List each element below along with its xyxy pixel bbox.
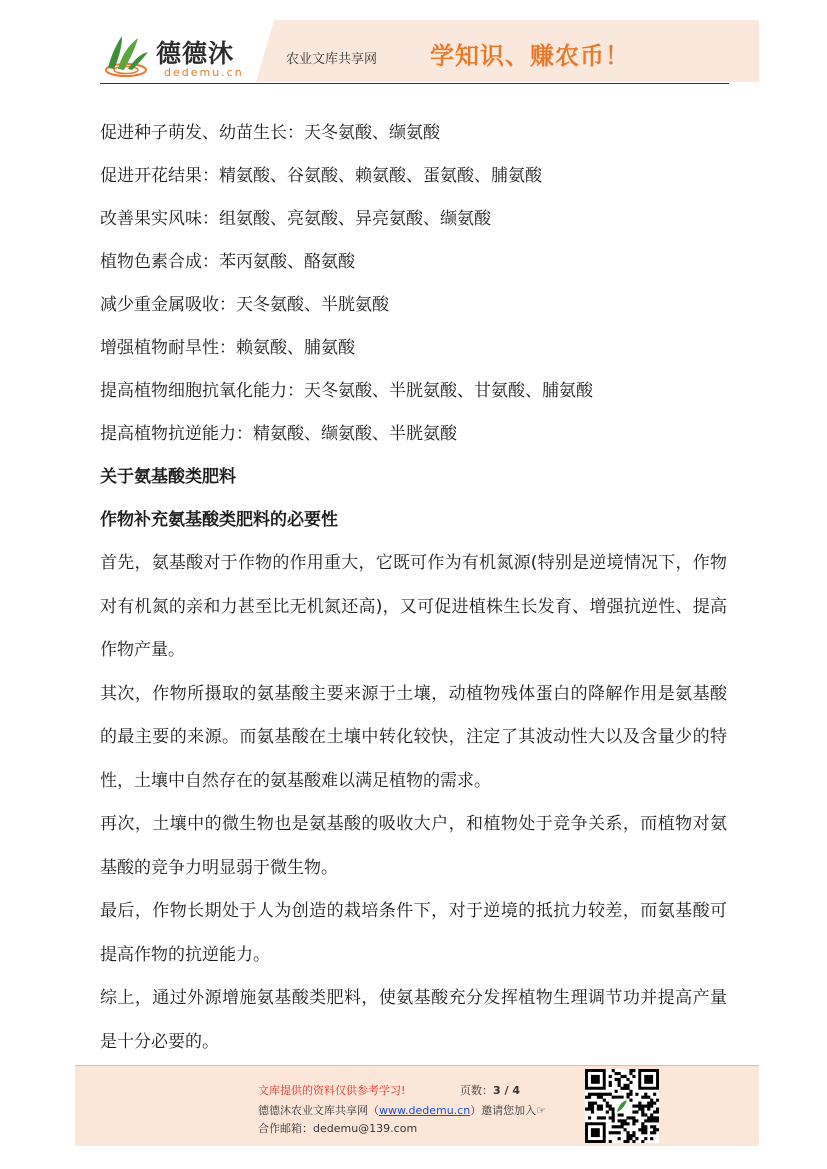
qr-code-icon: [585, 1069, 659, 1143]
page-footer: [75, 1066, 759, 1146]
text-line: 提高植物细胞抗氧化能力：天冬氨酸、半胱氨酸、甘氨酸、脯氨酸: [100, 381, 593, 401]
footer-site: [258, 1102, 546, 1118]
text-line: 植物色素合成：苯丙氨酸、酪氨酸: [100, 252, 355, 272]
paragraph: 再次，土壤中的微生物也是氨基酸的吸收大户，和植物处于竞争关系，而植物对氨基酸的竞争力明显弱于微生物。: [100, 814, 727, 878]
logo-domain: dedemu.cn: [164, 66, 244, 79]
site-prefix: 德德沐农业文库共享网（: [258, 1104, 379, 1117]
footer-notice: 文库提供的资料仅供参考学习!: [258, 1084, 406, 1097]
text-line: 改善果实风味：组氨酸、亮氨酸、异亮氨酸、缬氨酸: [100, 209, 491, 229]
logo-chinese-name: 德德沐: [156, 39, 235, 68]
site-name: 农业文库共享网: [286, 52, 378, 67]
document-body: [100, 112, 727, 1064]
footer-email: [258, 1120, 417, 1136]
header-divider: [100, 83, 729, 84]
text-line: 促进开花结果：精氨酸、谷氨酸、赖氨酸、蛋氨酸、脯氨酸: [100, 166, 542, 186]
text-line: 减少重金属吸收：天冬氨酸、半胱氨酸: [100, 295, 389, 315]
slogan: 学知识、赚农币！: [430, 41, 630, 70]
section-heading: 关于氨基酸类肥料: [100, 467, 236, 487]
email-value: dedemu@139.com: [313, 1122, 418, 1135]
paragraph: 其次，作物所摄取的氨基酸主要来源于土壤，动植物残体蛋白的降解作用是氨基酸的最主要的来源。而氨基酸在土壤中转化较快，注定了其波动性大以及含量少的特性，土壤中自然存在的氨基酸难以满足植物的需求。: [100, 683, 727, 791]
page-value: 3 / 4: [493, 1084, 520, 1097]
paragraph: 综上，通过外源增施氨基酸类肥料，使氨基酸充分发挥植物生理调节功并提高产量是十分必要的。: [100, 988, 727, 1052]
paragraph: 最后，作物长期处于人为创造的栽培条件下，对于逆境的抵抗力较差，而氨基酸可提高作物的抗逆能力。: [100, 901, 727, 965]
paragraph: 首先，氨基酸对于作物的作用重大，它既可作为有机氮源(特别是逆境情况下，作物对有机氮的亲和力甚至比无机氮还高)，又可促进植株生长发育、增强抗逆性、提高作物产量。: [100, 553, 727, 660]
text-line: 增强植物耐旱性：赖氨酸、脯氨酸: [100, 338, 355, 358]
text-line: 提高植物抗逆能力：精氨酸、缬氨酸、半胱氨酸: [100, 424, 457, 444]
site-suffix: ）邀请您加入☞: [470, 1104, 547, 1117]
page-label: 页数：: [460, 1084, 493, 1097]
page-counter: [460, 1082, 520, 1098]
dedemu-logo-icon: [100, 32, 152, 78]
page-header: [96, 20, 759, 84]
subsection-heading: 作物补充氨基酸类肥料的必要性: [100, 510, 338, 530]
text-line: 促进种子萌发、幼苗生长：天冬氨酸、缬氨酸: [100, 123, 440, 143]
site-link[interactable]: www.dedemu.cn: [379, 1104, 471, 1117]
email-label: 合作邮箱：: [258, 1122, 313, 1135]
